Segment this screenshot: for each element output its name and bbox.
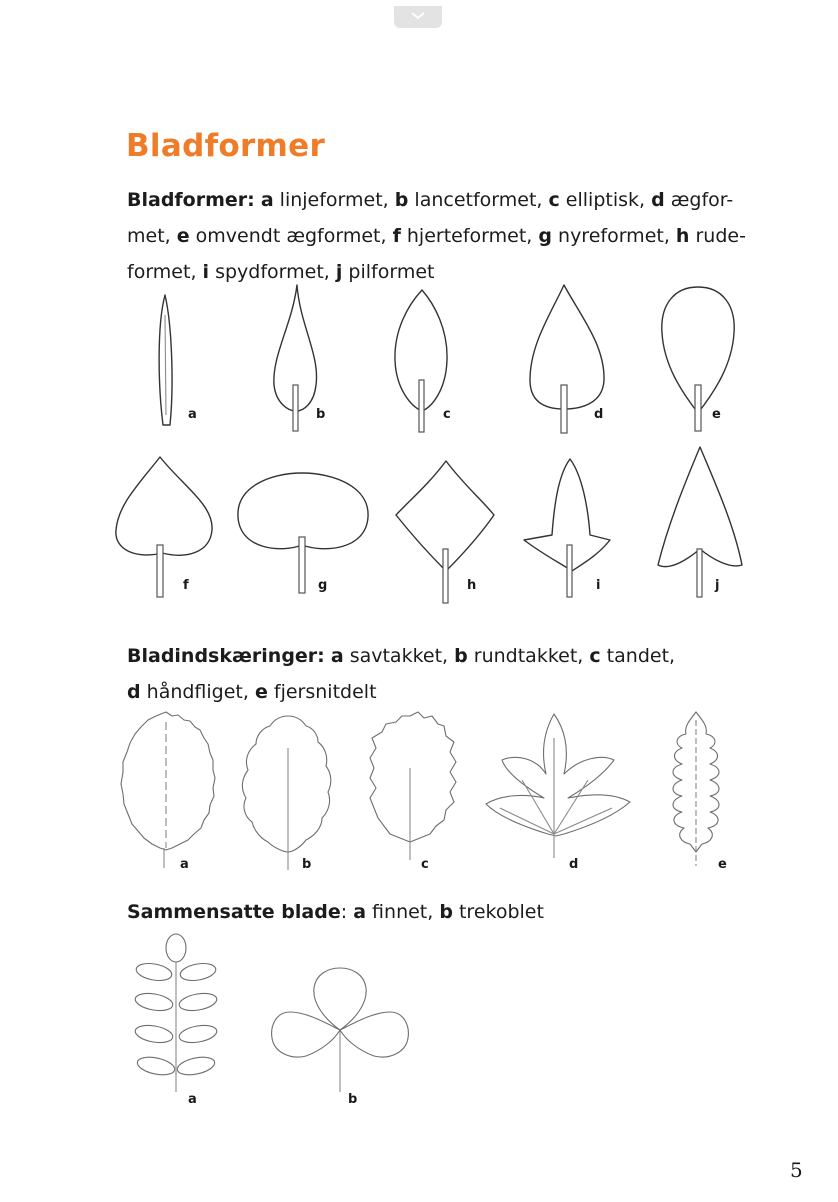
leaf-ovate: [530, 285, 604, 433]
compound-leaves-caption: Sammensatte blade: a finnet, b trekoblet: [127, 901, 544, 923]
leaf-shape-label: i: [596, 578, 601, 593]
leaf-rhombic: [396, 461, 494, 603]
leaf-serrate: [121, 712, 215, 868]
leaf-margin-label: b: [302, 857, 312, 872]
leaf-shape-label: j: [715, 578, 720, 593]
leaf-shape-label: f: [183, 578, 189, 593]
leaf-cordate: [116, 457, 212, 597]
leaf-palmate-lobed: [486, 714, 630, 858]
leaf-margin-label: e: [718, 857, 727, 872]
compound-label: b: [348, 1092, 358, 1107]
compound-label: a: [188, 1092, 197, 1107]
leaf-shape-label: h: [467, 578, 477, 593]
leaf-pinnate: [134, 934, 218, 1092]
leaf-shape-label: d: [594, 407, 604, 422]
leaf-margins-caption: Bladindskæringer: a savtakket, b rundtakket, c tandet, d håndfliget, e fjersnitdelt: [127, 645, 676, 703]
collapse-tab[interactable]: [394, 6, 442, 28]
leaf-shape-label: b: [316, 407, 326, 422]
leaf-hastate: [524, 459, 610, 597]
leaf-shapes-caption: Bladformer: a linjeformet, b lancetformet, c elliptisk, d ægfor- met, e omvendt ægformet, f hjerteformet, g nyreformet, h rude- formet, i spydformet, j pilformet: [127, 189, 746, 283]
leaf-shape-label: g: [318, 578, 328, 593]
leaf-margin-label: d: [569, 857, 579, 872]
compound-leaves-row: [130, 930, 430, 1100]
leaf-margin-label: a: [180, 857, 189, 872]
leaf-margins-row: [118, 708, 738, 873]
page-title: Bladformer: [126, 128, 326, 164]
leaf-lanceolate: [274, 285, 317, 431]
leaf-obovate: [662, 287, 734, 431]
leaf-margin-label: c: [421, 857, 429, 872]
leaf-linear: [159, 295, 172, 425]
leaf-shape-label: e: [712, 407, 721, 422]
leaf-pinnatifid: [673, 712, 719, 866]
leaf-trifoliate: [272, 968, 409, 1092]
caption-intro: Bladformer:: [127, 189, 255, 211]
leaf-shape-label: c: [443, 407, 451, 422]
leaf-crenate: [242, 716, 330, 870]
leaf-reniform: [238, 473, 368, 593]
page-number: 5: [790, 1158, 803, 1182]
chevron-down-icon: [410, 10, 426, 22]
leaf-shapes-row-2: [112, 445, 752, 610]
leaf-dentate: [370, 712, 456, 860]
leaf-elliptic: [395, 290, 447, 432]
leaf-sagittate: [658, 447, 742, 597]
leaf-shape-label: a: [188, 407, 197, 422]
